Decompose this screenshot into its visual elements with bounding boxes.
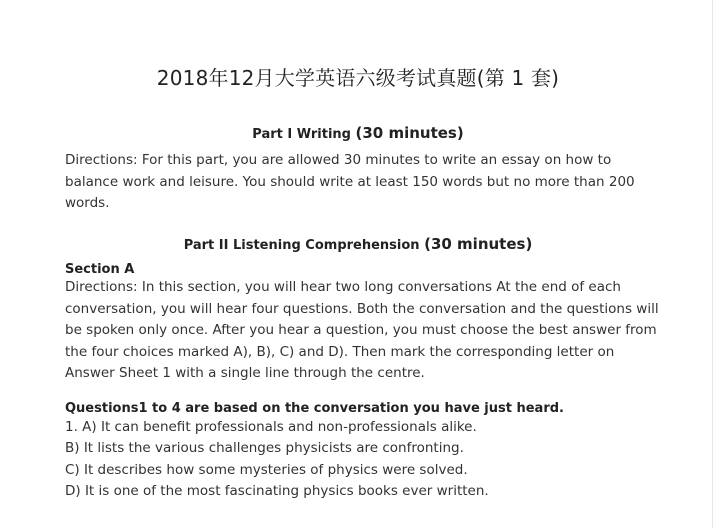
part2-directions: Directions: In this section, you will hear two long conversations At the end of each conversation, you will hear four questions. Both the conversation and the questions will be spoken only once. After you hear a question, you must choose the best answer from the four choices marked A), B), C) and D). Then mark the corresponding letter on Answer Sheet 1 with a single line through the centre. [65, 279, 659, 381]
part2-duration: (30 minutes) [424, 235, 533, 253]
questions-intro: Questions1 to 4 are based on the conversation you have just heard. [65, 401, 564, 416]
question-option-c: C) It describes how some mysteries of physics were solved. [65, 462, 468, 478]
part1-heading-label: Part I Writing [252, 127, 351, 142]
part1-heading [0, 124, 716, 142]
question-option-b: B) It lists the various challenges physicists are confronting. [65, 440, 464, 456]
part2-heading-label: Part II Listening Comprehension [183, 238, 420, 253]
question-option-a: 1. A) It can benefit professionals and non-professionals alike. [65, 419, 477, 435]
part2-heading [0, 235, 716, 253]
question-option-d: D) It is one of the most fascinating physics books ever written. [65, 483, 489, 499]
part1-directions: Directions: For this part, you are allowed 30 minutes to write an essay on how to balance work and leisure. You should write at least 150 words but no more than 200 words. [65, 152, 635, 211]
part1-duration: (30 minutes) [355, 124, 464, 142]
page-title: 2018年12月大学英语六级考试真题(第 1 套) [156, 66, 560, 90]
section-a-label: Section A [65, 262, 135, 277]
